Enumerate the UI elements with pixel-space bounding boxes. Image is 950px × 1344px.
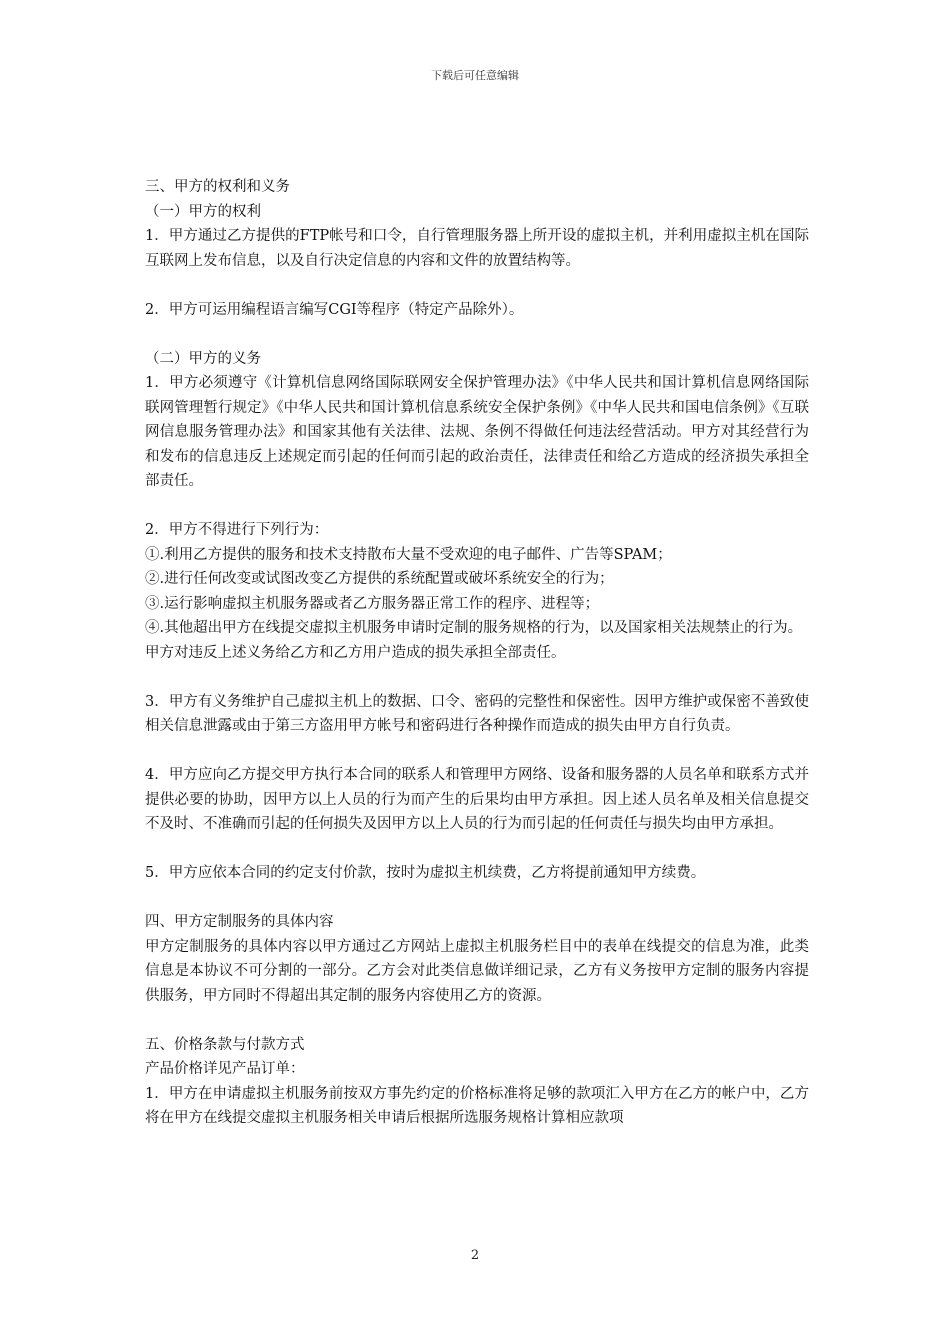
document-body (145, 175, 809, 1131)
paragraph: 4．甲方应向乙方提交甲方执行本合同的联系人和管理甲方网络、设备和服务器的人员名单和联系方式并提供必要的协助，因甲方以上人员的行为而产生的后果均由甲方承担。因上述人员名单及相关信息提交不及时、不准确而引起的任何损失及因甲方以上人员的行为而引起的任何责任与损失均由甲方承担。 (145, 767, 809, 832)
paragraph: 甲方定制服务的具体内容以甲方通过乙方网站上虚拟主机服务栏目中的表单在线提交的信息为准，此类信息是本协议不可分割的一部分。乙方会对此类信息做详细记录，乙方有义务按甲方定制的服务内容提供服务，甲方同时不得超出其定制的服务内容使用乙方的资源。 (145, 938, 809, 1004)
section-3-2-title: （二）甲方的义务 (145, 350, 261, 367)
paragraph: 甲方对违反上述义务给乙方和乙方用户造成的损失承担全部责任。 (145, 644, 566, 661)
section-4-title: 四、甲方定制服务的具体内容 (145, 914, 334, 930)
page-header: 下载后可任意编辑 (431, 69, 519, 82)
page-number: 2 (470, 1248, 480, 1263)
paragraph: 1．甲方必须遵守《计算机信息网络国际联网安全保护管理办法》《中华人民共和国计算机信息网络国际联网管理暂行规定》《中华人民共和国计算机信息系统安全保护条例》《中华人民共和国电信条例》《互联网信息服务管理办法》和国家其他有关法律、法规、条例不得做任何违法经营活动。甲方对其经营行为和发布的信息违反上述规定而引起的任何而引起的政治责任，法律责任和给乙方造成的经济损失承担全部责任。 (145, 375, 809, 489)
list-item: ④.其他超出甲方在线提交虚拟主机服务申请时定制的服务规格的行为，以及国家相关法规禁止的行为。 (145, 620, 803, 636)
list-item: ③.运行影响虚拟主机服务器或者乙方服务器正常工作的程序、进程等； (145, 595, 600, 612)
paragraph: 产品价格详见产品订单： (145, 1061, 305, 1077)
paragraph: 2．甲方不得进行下列行为： (145, 522, 329, 538)
paragraph: 2．甲方可运用编程语言编写CGI等程序（特定产品除外）。 (145, 301, 524, 318)
paragraph: 3．甲方有义务维护自己虚拟主机上的数据、口令、密码的完整性和保密性。因甲方维护或保密不善致使相关信息泄露或由于第三方盗用甲方帐号和密码进行各种操作而造成的损失由甲方自行负责。 (145, 693, 809, 734)
list-item: ②.进行任何改变或试图改变乙方提供的系统配置或破坏系统安全的行为； (145, 571, 614, 587)
section-3-1-title: （一）甲方的权利 (145, 203, 261, 220)
section-5-title: 五、价格条款与付款方式 (145, 1036, 305, 1053)
paragraph: 1．甲方通过乙方提供的FTP帐号和口令，自行管理服务器上所开设的虚拟主机，并利用虚拟主机在国际互联网上发布信息，以及自行决定信息的内容和文件的放置结构等。 (145, 228, 809, 269)
section-3-title: 三、甲方的权利和义务 (145, 179, 290, 195)
paragraph: 5．甲方应依本合同的约定支付价款，按时为虚拟主机续费，乙方将提前通知甲方续费。 (145, 865, 706, 881)
list-item: ①.利用乙方提供的服务和技术支持散布大量不受欢迎的电子邮件、广告等SPAM； (145, 546, 672, 563)
paragraph: 1．甲方在申请虚拟主机服务前按双方事先约定的价格标准将足够的款项汇入甲方在乙方的帐户中，乙方将在甲方在线提交虚拟主机服务相关申请后根据所选服务规格计算相应款项 (145, 1085, 809, 1126)
